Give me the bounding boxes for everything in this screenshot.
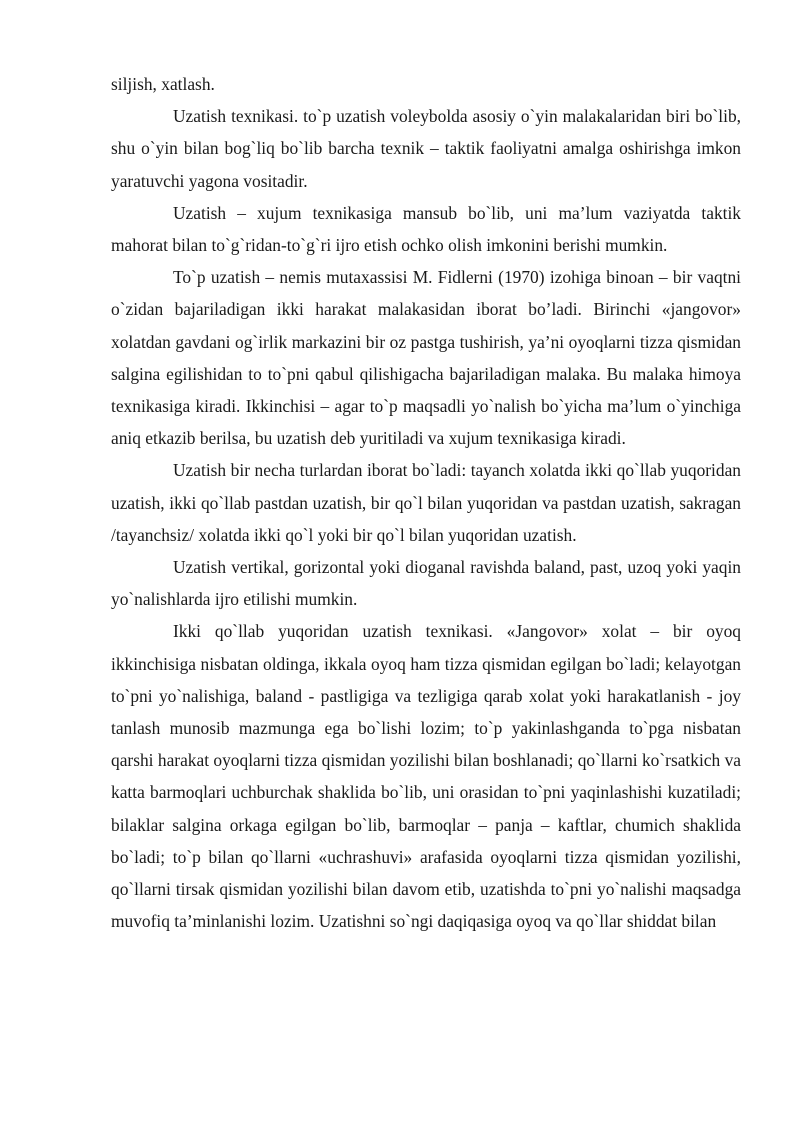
paragraph-passing-types: Uzatish bir necha turlardan iborat bo`ladi: tayanch xolatda ikki qo`llab yuqoridan uzatish, ikki qo`llab pastdan uzatish, bir qo`l bilan yuqoridan va pastdan uzatish, sakragan /tayanchsiz/ xolatda ikki qo`l yoki bir qo`l bilan yuqoridan uzatish. <box>111 460 741 545</box>
paragraph-passing-technique: Uzatish texnikasi. to`p uzatish voleybolda asosiy o`yin malakalaridan biri bo`lib, shu o`yin bilan bog`liq bo`lib barcha texnik – taktik faoliyatni amalga oshirishga imkon yaratuvchi yagona vositadir. <box>111 106 741 191</box>
paragraph-attack-technique: Uzatish – xujum texnikasiga mansub bo`lib, uni ma’lum vaziyatda taktik mahorat bilan to`g`ridan-to`g`ri ijro etish ochko olish imkonini berishi mumkin. <box>111 202 741 256</box>
document-page <box>111 68 741 937</box>
paragraph-fidler-definition: To`p uzatish – nemis mutaxassisi M. Fidlerni (1970) izohiga binoan – bir vaqtni o`zidan bajariladigan ikki harakat malakasidan iborat bo’ladi. Birinchi «jangovor» xolatdan gavdani og`irlik markazini bir oz pastga tushirish, ya’ni oyoqlarni tizza qismidan salgina egilishidan to to`pni qabul qilishigacha bajariladigan malaka. Bu malaka himoya texnikasiga kiradi. Ikkinchisi – agar to`p maqsadli yo`nalish bo`yicha ma’lum o`yinchiga aniq etkazib berilsa, bu uzatish deb yuritiladi va xujum texnikasiga kiradi. <box>111 267 741 449</box>
paragraph-continuation: siljish, xatlash. <box>111 74 215 94</box>
paragraph-passing-directions: Uzatish vertikal, gorizontal yoki dioganal ravishda baland, past, uzoq yoki yaqin yo`nalishlarda ijro etilishi mumkin. <box>111 557 741 610</box>
paragraph-two-hand-overhead: Ikki qo`llab yuqoridan uzatish texnikasi. «Jangovor» xolat – bir oyoq ikkinchisiga nisbatan oldinga, ikkala oyoq ham tizza qismidan egilgan bo`ladi; kelayotgan to`pni yo`nalishiga, baland - pastligiga va tezligiga qarab xolat yoki harakatlanish - joy tanlash munosib mazmunga ega bo`lishi lozim; to`p yakinlashganda to`pga nisbatan qarshi harakat oyoqlarni tizza qismidan yozilishi bilan boshlanadi; qo`llarni ko`rsatkich va katta barmoqlari uchburchak shaklida bo`lib, uni orasidan to`pni yaqinlashishi kuzatiladi; bilaklar salgina orkaga egilgan bo`lib, barmoqlar – panja – kaftlar, chumich shaklida bo`ladi; to`p bilan qo`llarni «uchrashuvi» arafasida oyoqlarni tizza qismidan yozilishi, qo`llarni tirsak qismidan yozilishi bilan davom etib, uzatishda to`pni yo`nalishi maqsadga muvofiq ta’minlanishi lozim. Uzatishni so`ngi daqiqasiga oyoq va qo`llar shiddat bilan <box>111 621 741 932</box>
